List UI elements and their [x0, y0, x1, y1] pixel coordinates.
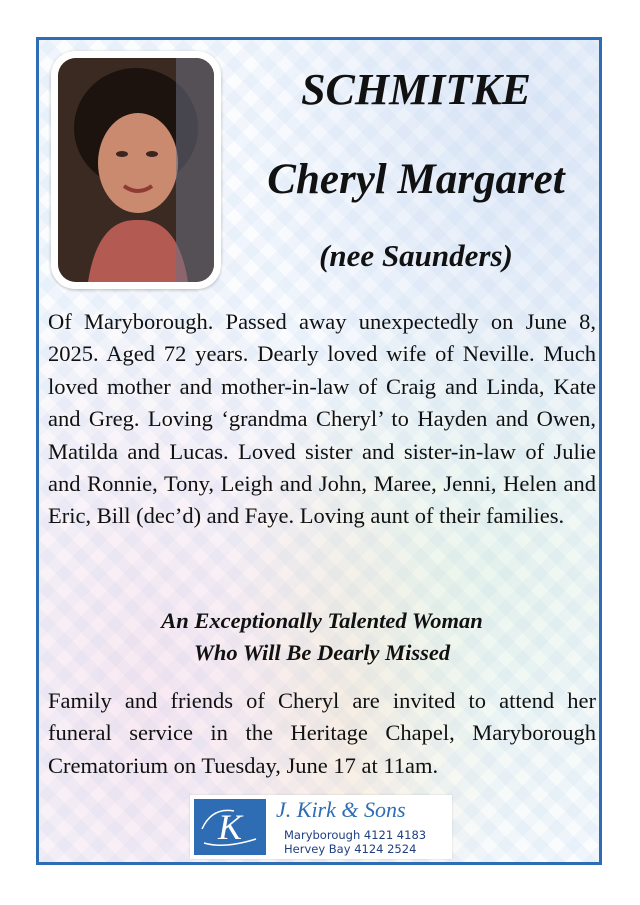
monogram-badge: [194, 799, 266, 855]
maiden-name: (nee Saunders): [319, 238, 513, 273]
portrait-image: [58, 58, 214, 282]
funeral-director-logo: [190, 795, 452, 859]
portrait-photo: [51, 51, 221, 289]
tribute: [48, 605, 596, 669]
obituary-text: Of Maryborough. Passed away unexpectedly on June 8, 2025. Aged 72 years. Dearly loved wife of Neville. Much loved mother and mother-in-law of Craig and Linda, Kate and Greg. Loving ‘grandma Cheryl’ to Hayden and Owen, Matilda and Lucas. Loved sister and sister-in-law of Julie and Ronnie, Tony, Leigh and John, Maree, Jenni, Helen and Eric, Bill (dec’d) and Faye. Loving aunt of their families.: [48, 309, 596, 529]
monogram-letter: K: [217, 807, 243, 847]
hervey-bay-phone: Hervey Bay 4124 2524: [284, 842, 417, 856]
maryborough-phone: Maryborough 4121 4183: [284, 828, 427, 842]
surname: SCHMITKE: [301, 65, 531, 114]
funeral-details: Family and friends of Cheryl are invited to attend her funeral service in the Heritage Chapel, Maryborough Crematorium on Tuesday, June 17 at 11am.: [48, 688, 596, 778]
director-name: J. Kirk & Sons: [276, 797, 406, 822]
tribute-line-1: An Exceptionally Talented Woman: [161, 608, 483, 633]
notice-frame: [36, 37, 602, 865]
tribute-line-2: Who Will Be Dearly Missed: [193, 640, 451, 665]
given-names: Cheryl Margaret: [267, 156, 565, 203]
